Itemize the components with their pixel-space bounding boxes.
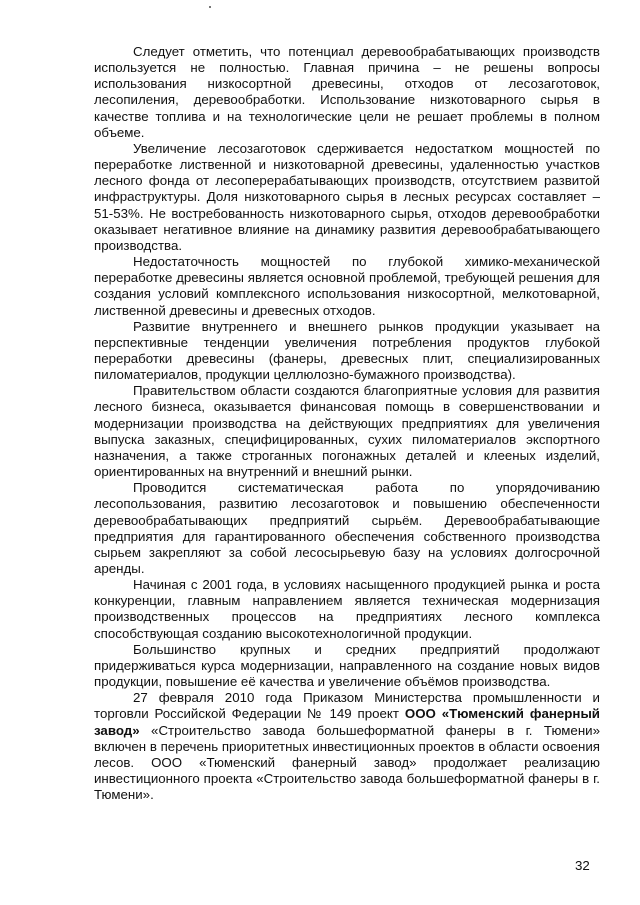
paragraph-7: Начиная с 2001 года, в условиях насыщенного продукцией рынка и роста конкуренции, главным направлением является техническая модернизация производственных процессов на предприятиях лесного комплекса способствующая созданию высокотехнологичной продукции. [94, 577, 600, 641]
paragraph-3: Недостаточность мощностей по глубокой химико-механической переработке древесины является основной проблемой, требующей решения для создания условий комплексного использования низкосортной, мелкотоварной, лиственной древесины и древесных отходов. [94, 254, 600, 318]
paragraph-9 [94, 690, 600, 803]
company-name-bold: ООО «Тюменский фанерный завод» [94, 706, 600, 738]
paragraph-4: Развитие внутреннего и внешнего рынков продукции указывает на перспективные тенденции увеличения потребления продуктов глубокой переработки древесины (фанеры, древесных плит, специализированных пиломатериалов, продукции целлюлозно-бумажного производства). [94, 318, 600, 383]
page-number: 32 [575, 858, 590, 873]
document-body [94, 44, 600, 803]
paragraph-9-text-start: 27 февраля 2010 года Приказом Министерства промышленности и торговли Российской Федерации № 149 проект [94, 690, 600, 722]
paragraph-6: Проводится систематическая работа по упорядочиванию лесопользования, развитию лесозаготовок и повышению обеспеченности деревообрабатывающих предприятий сырьём. Деревообрабатывающие предприятия для гарантированного обеспечения собственного производства сырьем закрепляют за собой лесосырьевую базу на условиях долгосрочной аренды. [94, 480, 600, 576]
paragraph-8: Большинство крупных и средних предприятий продолжают придерживаться курса модернизации, направленного на создание новых видов продукции, повышение её качества и увеличение объёмов производства. [94, 641, 600, 690]
scan-artifact [209, 6, 211, 8]
paragraph-5: Правительством области создаются благоприятные условия для развития лесного бизнеса, оказывается финансовая помощь в совершенствовании и модернизации производства на действующих предприятиях для увеличения выпуска заказных, специфицированных, сухих пиломатериалов экспортного назначения, а также строганных погонажных деталей и клееных изделий, ориентированных на внутренний и внешний рынки. [94, 383, 600, 480]
paragraph-2: Увеличение лесозаготовок сдерживается недостатком мощностей по переработке лиственной и низкотоварной древесины, удаленностью участков лесного фонда от лесоперерабатывающих производств, отсутствием развитой инфраструктуры. Доля низкотоварного сырья в лесных ресурсах составляет – 51-53%. Не востребованность низкотоварного сырья, отходов деревообработки оказывает негативное влияние на динамику развития деревообрабатывающего производства. [94, 140, 600, 253]
paragraph-9-text-end: «Строительство завода большеформатной фанеры в г. Тюмени» включен в перечень приоритетных инвестиционных проектов в области освоения лесов. ООО «Тюменский фанерный завод» продолжает реализацию инвестиционного проекта «Строительство завода большеформатной фанеры в г. Тюмени». [94, 722, 600, 803]
paragraph-1: Следует отметить, что потенциал деревообрабатывающих производств используется не полностью. Главная причина – не решены вопросы использования низкосортной древесины, отходов от лесозаготовок, лесопиления, деревообработки. Использование низкотоварного сырья в качестве топлива и на технологические цели не решает проблемы в полном объеме. [94, 44, 600, 140]
